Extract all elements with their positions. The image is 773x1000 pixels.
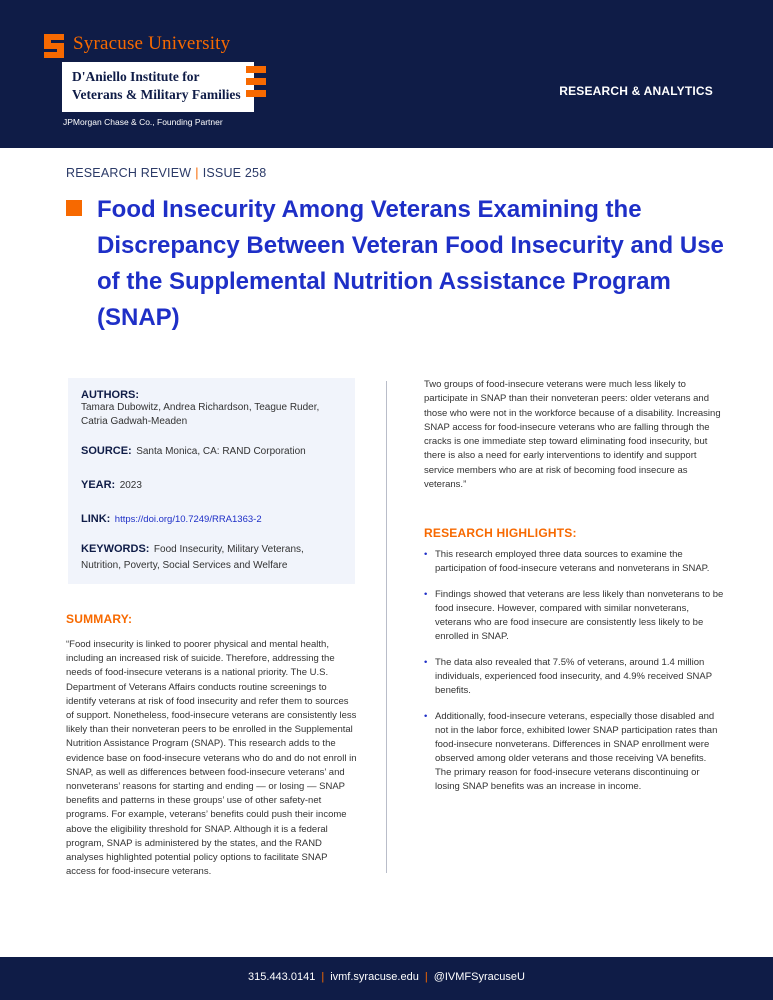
highlight-item: • Additionally, food-insecure veterans, especially those disabled and not in the labor force, exhibited lower SNAP participation rates than food-insecure nonveterans. Differences in SNAP enrollment were observed among older veterans and those receiving VA benefits. The primary reason for food-insecure veterans discontinuing or losing SNAP benefits was an increase in income. — [424, 710, 724, 794]
series-separator: | — [195, 166, 199, 180]
founding-partner: JPMorgan Chase & Co., Founding Partner — [63, 117, 223, 127]
keywords-value: Food Insecurity, Military Veterans, Nutrition, Poverty, Social Services and Welfare — [81, 544, 304, 571]
source-value: Santa Monica, CA: RAND Corporation — [136, 446, 306, 457]
highlight-item: • This research employed three data sources to examine the participation of food-insecure veterans and nonveterans in SNAP. — [424, 548, 724, 576]
year-value: 2023 — [119, 480, 142, 491]
footer-social[interactable]: @IVMFSyracuseU — [433, 971, 525, 983]
source-label: SOURCE: — [81, 445, 132, 457]
summary-text: “Food insecurity is linked to poorer physical and mental health, including an increased risk of suicide. Therefore, addressing the needs of food-insecure veterans is a national priority. The U.S. Department of Veterans Affairs conducts routine screenings to identify veterans at risk of food insecurity and refer them to sources of support. Nonetheless, food-insecure veterans are consistently less likely than their nonveteran peers to be enrolled in the Supplemental Nutrition Assistance Program (SNAP). This research adds to the evidence base on food-insecure veterans who do and do not enroll in SNAP, as well as differences between food-insecure veterans’ and nonveterans’ reasons for starting and ending — or losing — SNAP benefits and patterns in these groups’ use of other safety-net programs. For example, veterans’ benefits could push their income above the eligibility threshold for SNAP. Although it is a federal program, SNAP is administered by the states, and the RAND analyses highlighted potential policy options to facilitate SNAP access for food-insecure veterans. — [66, 639, 357, 878]
page-footer — [0, 957, 773, 1000]
footer-phone[interactable]: 315.443.0141 — [248, 971, 316, 983]
title-square-icon — [66, 200, 82, 216]
authors-value: Tamara Dubowitz, Andrea Richardson, Teague Ruder, Catria Gadwah-Meaden — [81, 402, 320, 427]
series-name: RESEARCH REVIEW — [66, 166, 192, 180]
institute-name-line2: Veterans & Military Families — [72, 87, 241, 102]
highlight-item: • Findings showed that veterans are less likely than nonveterans to be food insecure. However, compared with similar nonveterans, veterans who are food insecure are consistently less likely to be enrolled in SNAP. — [424, 588, 724, 644]
keywords-block — [81, 541, 343, 573]
summary-quote-continued: Two groups of food-insecure veterans were much less likely to participate in SNAP than their nonveteran peers: older veterans and those who were not in the workforce because of a disability. Increasing SNAP access for food-insecure veterans who are falling through the cracks is one immediate step toward eliminating food insecurity, but there is also a need for early interventions to identify and support service members who are at risk of becoming food insecure as veterans.” — [424, 379, 721, 491]
year-label: YEAR: — [81, 479, 116, 491]
footer-separator: | — [321, 971, 325, 983]
authors-label: AUTHORS: — [81, 389, 140, 401]
page-title: Food Insecurity Among Veterans Examining the Discrepancy Between Veteran Food Insecurity and Use of the Supplemental Nutrition Assistance Program (SNAP) — [97, 196, 724, 331]
highlights-list — [424, 548, 724, 806]
issue-number: ISSUE 258 — [202, 166, 267, 180]
footer-website[interactable]: ivmf.syracuse.edu — [330, 971, 419, 983]
institute-name-line1: D'Aniello Institute for — [72, 69, 200, 84]
doi-link[interactable]: https://doi.org/10.7249/RRA1363-2 — [114, 514, 262, 525]
series-line — [66, 166, 266, 180]
syracuse-s-logo-icon — [40, 33, 68, 59]
division-label: RESEARCH & ANALYTICS — [559, 84, 713, 98]
summary-heading: SUMMARY: — [66, 612, 133, 626]
institute-logo-box — [62, 62, 254, 112]
highlight-item: • The data also revealed that 7.5% of veterans, around 1.4 million individuals, experienced food insecurity, and 4.9% received SNAP benefits. — [424, 656, 724, 698]
year-block — [81, 475, 355, 493]
keywords-label: KEYWORDS: — [81, 543, 150, 555]
institute-stripes-icon — [246, 66, 266, 108]
footer-separator: | — [424, 971, 428, 983]
authors-block — [81, 389, 355, 429]
link-label: LINK: — [81, 513, 111, 525]
link-block — [81, 509, 355, 527]
column-divider — [386, 381, 387, 873]
source-block — [81, 441, 355, 459]
highlights-heading: RESEARCH HIGHLIGHTS: — [424, 526, 577, 540]
citation-box — [68, 378, 355, 584]
page-header — [0, 0, 773, 148]
university-name: Syracuse University — [73, 33, 231, 54]
